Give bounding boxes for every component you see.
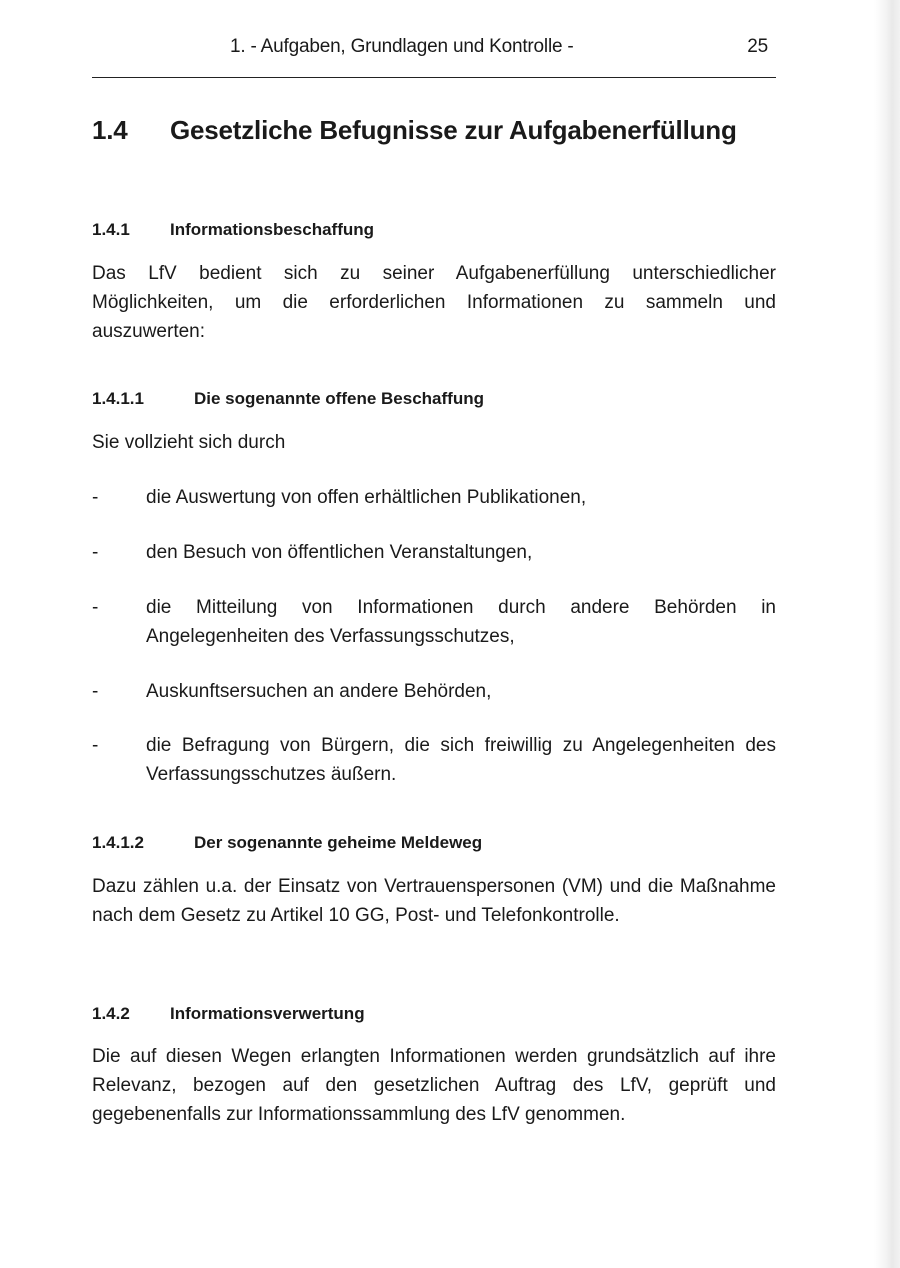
header-rule: [92, 77, 776, 78]
list-dash: -: [92, 487, 99, 508]
list-item-text: Auskunftsersuchen an andere Behörden,: [146, 681, 492, 702]
list-dash: -: [92, 735, 99, 756]
list-dash: -: [92, 681, 99, 702]
running-title: 1. - Aufgaben, Grundlagen und Kontrolle -: [230, 36, 574, 57]
section-title: Gesetzliche Befugnisse zur Aufgabenerfüllung: [170, 115, 737, 145]
page-number: 25: [747, 36, 768, 57]
paragraph-informationsverwertung: Die auf diesen Wegen erlangten Informationen werden grundsätzlich auf ihre Relevanz, bezogen auf den gesetzlichen Auftrag des LfV, geprüft und gegebenenfalls zur Informationssammlung des LfV genommen.: [92, 1046, 776, 1125]
scan-edge-shadow: [874, 0, 900, 1268]
subsection-title: Informationsbeschaffung: [170, 220, 375, 239]
subsection-number: 1.4.1: [92, 220, 130, 239]
subsubsection-title: Die sogenannte offene Beschaffung: [194, 389, 484, 408]
subsubsection-title: Der sogenannte geheime Meldeweg: [194, 833, 483, 852]
paragraph-intro: Sie vollzieht sich durch: [92, 432, 286, 453]
list-item-text: den Besuch von öffentlichen Veranstaltungen,: [146, 542, 533, 563]
list-item-text: die Befragung von Bürgern, die sich freiwillig zu Angelegenheiten des Verfassungsschutzes äußern.: [146, 735, 776, 785]
list-item-text: die Auswertung von offen erhältlichen Publikationen,: [146, 487, 587, 508]
paragraph-informationsbeschaffung: Das LfV bedient sich zu seiner Aufgabenerfüllung unterschiedlicher Möglichkeiten, um die erforderlichen Informationen zu sammeln und auszuwerten:: [92, 263, 776, 342]
running-header: [92, 36, 776, 66]
paragraph-geheimer-meldeweg: Dazu zählen u.a. der Einsatz von Vertrauenspersonen (VM) und die Maßnahme nach dem Gesetz zu Artikel 10 GG, Post- und Telefonkontrolle.: [92, 876, 776, 926]
list-dash: -: [92, 597, 99, 618]
subsection-title: Informationsverwertung: [170, 1004, 365, 1023]
list-dash: -: [92, 542, 99, 563]
subsubsection-number: 1.4.1.2: [92, 833, 144, 852]
list-item-text: die Mitteilung von Informationen durch andere Behörden in Angelegenheiten des Verfassungsschutzes,: [146, 597, 776, 647]
subsubsection-number: 1.4.1.1: [92, 389, 144, 408]
section-number: 1.4: [92, 115, 128, 145]
subsection-number: 1.4.2: [92, 1004, 130, 1023]
